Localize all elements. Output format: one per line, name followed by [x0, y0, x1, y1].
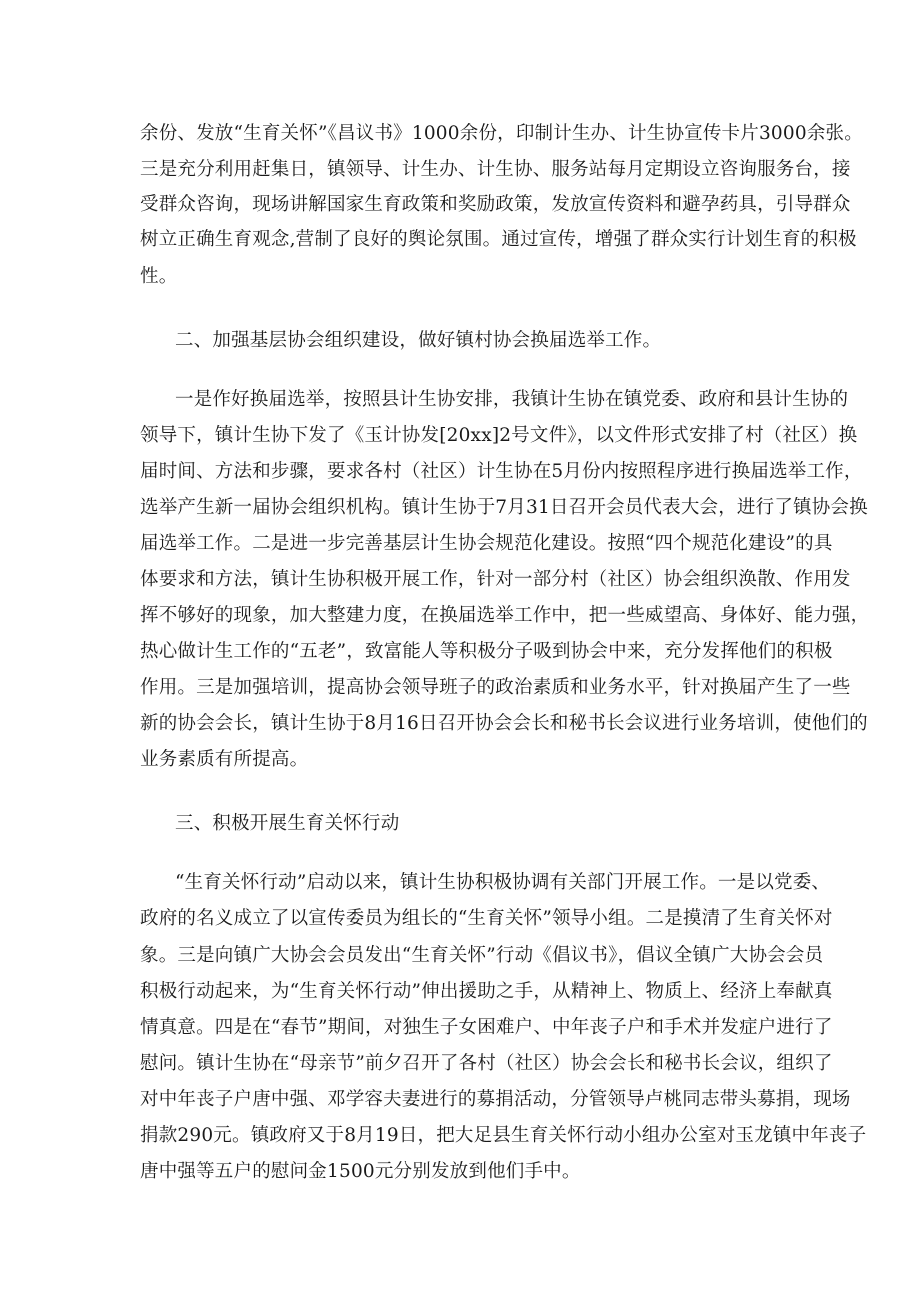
text-line: 政府的名义成立了以宣传委员为组长的“生育关怀”领导小组。二是摸清了生育关怀对 [140, 908, 833, 929]
text-line: 业务素质有所提高。 [140, 749, 309, 770]
text-line: 积极行动起来，为“生育关怀行动”伸出援助之手，从精神上、物质上、经济上奉献真 [140, 981, 833, 1002]
text-line: 情真意。四是在“春节”期间，对独生子女困难户、中年丧子户和手术并发症户进行了 [140, 1017, 833, 1038]
text-line: 挥不够好的现象，加大整建力度，在换届选举工作中，把一些威望高、身体好、能力强， [140, 605, 870, 626]
text-line: 热心做计生工作的“五老”，致富能人等积极分子吸到协会中来，充分发挥他们的积极 [140, 641, 833, 662]
text-line: 唐中强等五户的慰问金1500元分别发放到他们手中。 [140, 1161, 581, 1182]
text-line: 树立正确生育观念,营制了良好的舆论氛围。通过宣传，增强了群众实行计划生育的积极 [140, 229, 857, 250]
heading-text: 三、积极开展生育关怀行动 [175, 813, 400, 834]
text-line: 三是充分利用赶集日，镇领导、计生办、计生协、服务站每月定期设立咨询服务台，接 [140, 159, 851, 180]
text-line: 捐款290元。镇政府又于8月19日，把大足县生育关怀行动小组办公室对玉龙镇中年丧子 [140, 1125, 867, 1146]
text-line: 届选举工作。二是进一步完善基层计生协会规范化建设。按照“四个规范化建设”的具 [140, 533, 833, 554]
text-line: 新的协会会长，镇计生协于8月16日召开协会会长和秘书长会议进行业务培训，使他们的 [140, 713, 868, 734]
text-line: 性。 [140, 266, 178, 287]
text-line: 余份、发放“生育关怀”《昌议书》1000余份，印制计生办、计生协宣传卡片3000余张。 [140, 123, 863, 144]
text-line: 一是作好换届选举，按照县计生协安排，我镇计生协在镇党委、政府和县计生协的 [175, 389, 849, 410]
text-line: 作用。三是加强培训，提高协会领导班子的政治素质和业务水平，针对换届产生了一些 [140, 677, 851, 698]
text-line: 届时间、方法和步骤，要求各村（社区）计生协在5月份内按照程序进行换届选举工作， [140, 461, 863, 482]
text-line: “生育关怀行动”启动以来，镇计生协积极协调有关部门开展工作。一是以党委、 [175, 872, 831, 893]
text-line: 领导下，镇计生协下发了《玉计协发[20xx]2号文件》，以文件形式安排了村（社区）换 [140, 425, 858, 446]
text-line: 慰问。镇计生协在“母亲节”前夕召开了各村（社区）协会会长和秘书长会议，组织了 [140, 1053, 833, 1074]
text-line: 选举产生新一届协会组织机构。镇计生协于7月31日召开会员代表大会，进行了镇协会换 [140, 497, 868, 518]
heading-text: 二、加强基层协会组织建设，做好镇村协会换届选举工作。 [175, 330, 662, 351]
text-line: 受群众咨询，现场讲解国家生育政策和奖励政策，发放宣传资料和避孕药具，引导群众 [140, 194, 851, 215]
text-line: 体要求和方法，镇计生协积极开展工作，针对一部分村（社区）协会组织涣散、作用发 [140, 569, 851, 590]
text-line: 对中年丧子户唐中强、邓学容夫妻进行的募捐活动，分管领导卢桃同志带头募捐，现场 [140, 1089, 851, 1110]
text-line: 象。三是向镇广大协会会员发出“生育关怀”行动《倡议书》，倡议全镇广大协会会员 [140, 945, 824, 966]
